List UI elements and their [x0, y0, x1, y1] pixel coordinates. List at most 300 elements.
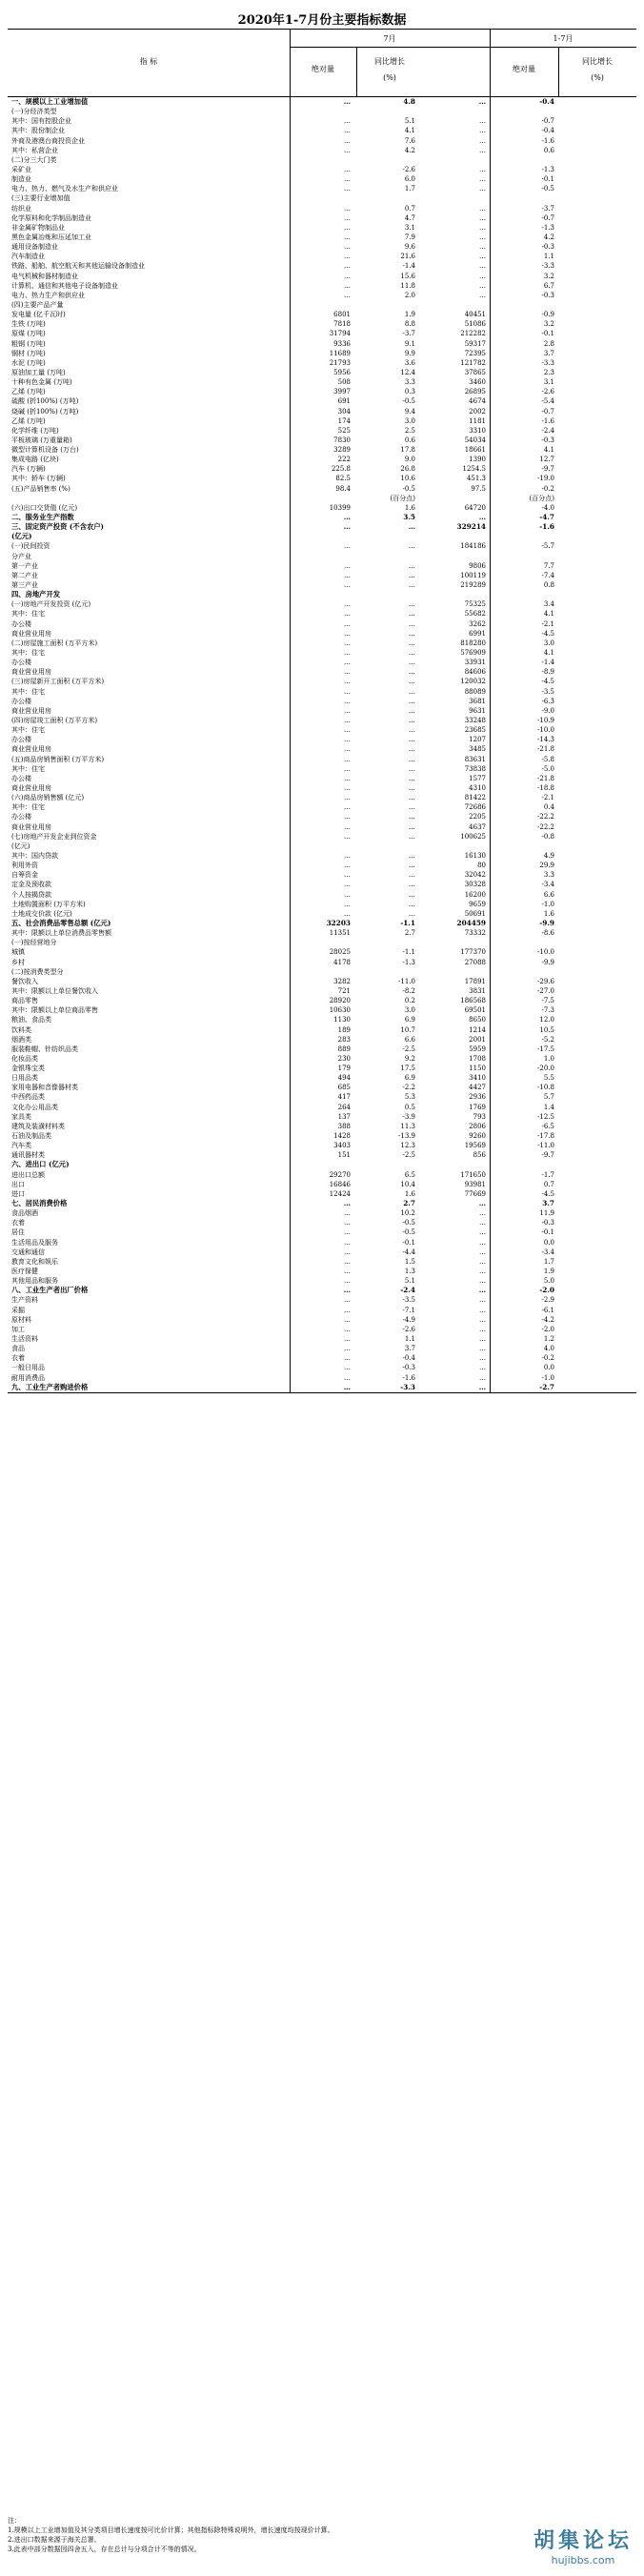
ytd-growth: -0.3 — [541, 243, 554, 252]
table-row — [8, 184, 636, 193]
ytd-value: … — [479, 272, 486, 280]
month-value: … — [344, 561, 351, 570]
month-value: … — [344, 1209, 351, 1218]
row-label: 九、工业生产者购进价格 — [11, 1382, 89, 1391]
month-value: … — [344, 909, 351, 918]
ytd-value: … — [479, 1238, 486, 1247]
ytd-value: 3831 — [469, 986, 486, 995]
row-label: 发电量 (亿千瓦时) — [11, 311, 66, 319]
month-value: … — [344, 1257, 351, 1266]
ytd-growth: -0.2 — [541, 484, 554, 493]
month-growth: … — [409, 600, 415, 609]
row-label: 商业营业用房 — [11, 629, 51, 638]
row-label: 第三产业 — [11, 581, 38, 590]
ytd-value: 9659 — [469, 900, 486, 908]
ytd-growth: -9.9 — [541, 958, 554, 966]
table-row — [8, 1092, 636, 1102]
table-row — [8, 996, 636, 1005]
table-row — [8, 1247, 636, 1257]
row-label: (三)房屋新开工面积 (万平方米) — [11, 678, 105, 686]
ytd-growth: 0.0 — [543, 1238, 554, 1247]
table-row — [8, 1315, 636, 1325]
ytd-growth: -0.7 — [541, 117, 554, 126]
ytd-growth: -6.3 — [541, 697, 554, 705]
row-label: 平板玻璃 (万重量箱) — [11, 436, 72, 444]
table-row — [8, 377, 636, 387]
month-growth: … — [409, 794, 415, 802]
row-label: (一)分经济类型 — [11, 108, 57, 116]
ytd-value: … — [479, 1296, 486, 1305]
ytd-growth: -2.9 — [541, 1296, 554, 1305]
ytd-value: … — [479, 1335, 486, 1343]
row-label: 第二产业 — [11, 571, 38, 579]
month-value: 225.8 — [331, 465, 351, 474]
month-growth: 17.5 — [400, 1065, 415, 1073]
month-growth: 5.1 — [404, 1277, 415, 1286]
month-value: … — [344, 687, 351, 696]
row-label: 五、社会消费品零售总额 (亿元) — [11, 918, 111, 927]
month-growth: 9.1 — [404, 339, 415, 348]
ytd-value: … — [479, 1257, 486, 1266]
ytd-value: … — [479, 1228, 486, 1237]
month-growth: 7.6 — [404, 136, 415, 145]
table-row — [8, 919, 636, 928]
month-value: … — [344, 1373, 351, 1382]
row-label: 其中：轿车 (万辆) — [11, 475, 66, 483]
ytd-value: … — [479, 1247, 486, 1256]
month-growth: … — [409, 783, 415, 792]
month-value: 3403 — [333, 1142, 351, 1150]
table-row — [8, 1199, 636, 1208]
row-label: 生铁 (万吨) — [11, 320, 46, 329]
ytd-value: 73332 — [464, 929, 486, 938]
table-row — [8, 1035, 636, 1045]
ytd-growth: -0.9 — [541, 311, 554, 319]
ytd-growth: -2.1 — [541, 794, 554, 802]
month-value: … — [344, 1277, 351, 1286]
table-row — [8, 1054, 636, 1064]
ytd-value: 5959 — [469, 1045, 486, 1053]
table-body — [8, 97, 636, 1392]
ytd-value: … — [479, 1268, 486, 1276]
month-growth: 9.2 — [404, 1054, 415, 1063]
ytd-growth: -3.4 — [541, 881, 554, 889]
month-growth: 4.1 — [404, 127, 415, 135]
month-growth: -0.5 — [402, 397, 415, 406]
month-value: … — [344, 717, 351, 724]
row-label: 出口 — [11, 1180, 25, 1188]
row-label: 电气机械和器材制造业 — [11, 272, 78, 280]
row-label: 食品烟酒 — [11, 1209, 38, 1218]
row-label: 其他用品和服务 — [11, 1277, 58, 1286]
header-absolute-month: 绝对量 — [312, 65, 334, 73]
month-growth: -2.6 — [402, 165, 415, 173]
month-growth: 5.3 — [404, 1093, 415, 1102]
month-value: 889 — [337, 1045, 351, 1053]
watermark-url: hujibbs.com — [551, 2554, 615, 2566]
ytd-growth: -7.4 — [541, 571, 554, 579]
ytd-value: 16200 — [464, 890, 486, 899]
row-label: 其中：住宅 — [11, 726, 45, 735]
ytd-growth: -4.5 — [541, 1189, 554, 1198]
month-growth: 0.5 — [404, 1103, 415, 1111]
row-label: 原油加工量 (万吨) — [11, 368, 66, 376]
table-row — [8, 1276, 636, 1286]
month-growth: 3.0 — [404, 1006, 415, 1015]
ytd-value: 83631 — [464, 755, 486, 763]
month-growth: 21.6 — [400, 253, 415, 261]
ytd-value: … — [479, 213, 486, 222]
row-label: 食品 — [11, 1345, 25, 1353]
month-value: 1130 — [333, 1016, 351, 1024]
row-label: 铁路、船舶、航空航天和其他运输设备制造业 — [11, 262, 145, 271]
month-value: … — [344, 281, 351, 290]
table-row — [8, 116, 636, 126]
month-growth: 11.8 — [400, 281, 415, 290]
ytd-value: 793 — [473, 1112, 486, 1121]
ytd-value: 2002 — [469, 407, 486, 416]
table-row — [8, 1103, 636, 1112]
row-label: 硫酸 (折100%) (万吨) — [11, 397, 79, 406]
month-value: 6801 — [333, 311, 351, 319]
month-value: 721 — [337, 986, 351, 995]
ytd-value: 64720 — [464, 503, 486, 512]
month-growth: 10.2 — [400, 1209, 415, 1218]
month-growth: -1.3 — [402, 958, 415, 966]
row-label: (一)房地产开发投资 (亿元) — [11, 600, 91, 609]
month-growth: … — [409, 659, 415, 667]
month-growth: 6.6 — [404, 1035, 415, 1044]
header-month: 7月 — [383, 34, 396, 43]
row-label: 采矿业 — [11, 165, 31, 173]
ytd-value: 75325 — [464, 600, 486, 609]
month-growth: 6.9 — [404, 1016, 415, 1024]
month-value: … — [344, 253, 351, 261]
month-value: 12424 — [329, 1189, 351, 1198]
ytd-value: 3460 — [469, 378, 486, 387]
ytd-value: 51086 — [464, 320, 486, 329]
page-title: 2020年1-7月份主要指标数据 — [237, 13, 407, 28]
row-label: 外商及港澳台商投资企业 — [11, 136, 85, 145]
ytd-value: 1207 — [469, 736, 486, 744]
month-value: … — [344, 571, 351, 579]
month-value: … — [344, 659, 351, 667]
ytd-growth: -6.5 — [541, 1122, 554, 1130]
month-growth: … — [409, 851, 415, 860]
row-label: 医疗保健 — [11, 1268, 38, 1276]
row-label: (亿元) — [11, 532, 32, 541]
table-row — [8, 1208, 636, 1218]
row-label: 教育文化和娱乐 — [11, 1257, 58, 1266]
table-header — [8, 30, 636, 97]
month-growth: -1.6 — [402, 1373, 415, 1382]
table-row — [8, 947, 636, 957]
month-value: 417 — [337, 1093, 351, 1102]
month-value: … — [344, 783, 351, 792]
table-row — [8, 349, 636, 358]
row-label: 电力、热力、燃气及水生产和供应业 — [11, 185, 118, 193]
month-growth: … — [409, 697, 415, 705]
ytd-growth: -4.5 — [541, 629, 554, 638]
row-label: 七、居民消费价格 — [11, 1199, 68, 1208]
ytd-growth: -4.0 — [541, 503, 554, 512]
table-row — [8, 967, 636, 977]
ytd-value: 55682 — [464, 610, 486, 619]
ytd-growth: 4.1 — [543, 610, 554, 619]
table-row — [8, 716, 636, 725]
ytd-value: … — [479, 117, 486, 126]
ytd-growth: -2.1 — [541, 619, 554, 628]
table-row — [8, 783, 636, 793]
month-value: … — [344, 871, 351, 880]
ytd-growth: -1.7 — [541, 1170, 554, 1179]
row-label: (亿元) — [11, 842, 30, 850]
row-label: 中西药品类 — [11, 1093, 45, 1102]
table-row — [8, 580, 636, 590]
table-row — [8, 1073, 636, 1083]
month-value: … — [343, 1199, 351, 1208]
month-value: 5956 — [333, 368, 351, 376]
table-row — [8, 552, 636, 561]
ytd-value: 69501 — [464, 1006, 486, 1015]
ytd-growth: 5.7 — [543, 1093, 554, 1102]
ytd-growth: 0.7 — [543, 1180, 554, 1188]
month-value: … — [344, 1228, 351, 1237]
row-label: 日用品类 — [11, 1074, 38, 1083]
table-row — [8, 310, 636, 319]
table-row — [8, 667, 636, 677]
table-row — [8, 368, 636, 377]
ytd-growth: -0.8 — [541, 832, 554, 841]
ytd-value: … — [479, 175, 486, 184]
table-row — [8, 1180, 636, 1189]
ytd-value: 73838 — [464, 764, 486, 773]
table-row — [8, 938, 636, 947]
month-growth: 3.0 — [404, 416, 415, 425]
row-label: 耐用消费品 — [11, 1373, 45, 1382]
table-row — [8, 725, 636, 735]
ytd-growth: -5.4 — [541, 397, 554, 406]
row-label: 计算机、通信和其他电子设备制造业 — [11, 281, 118, 290]
table-row — [8, 532, 636, 541]
month-value: 525 — [337, 426, 351, 435]
ytd-value: 40451 — [464, 311, 486, 319]
table-row — [8, 1325, 636, 1334]
row-label: 化妆品类 — [11, 1054, 38, 1063]
month-value: 264 — [337, 1103, 351, 1111]
row-label: 石油及制品类 — [11, 1132, 51, 1141]
table-row — [8, 1238, 636, 1247]
ytd-growth: 3.0 — [543, 639, 554, 647]
month-growth: … — [409, 890, 415, 899]
month-growth: … — [409, 678, 415, 686]
row-label: 办公楼 — [11, 774, 31, 782]
ytd-value: 59317 — [464, 339, 486, 348]
row-label: 饮料类 — [11, 1025, 31, 1034]
header-unit-month: (%) — [383, 73, 396, 82]
table-row — [8, 261, 636, 271]
ytd-value: 54034 — [464, 436, 486, 444]
table-row — [8, 165, 636, 174]
ytd-growth: -22.2 — [537, 822, 554, 831]
table-row — [8, 396, 636, 406]
row-label: 粮油、食品类 — [11, 1016, 51, 1024]
month-growth: 1.3 — [404, 1268, 415, 1276]
row-label: (四)主要产品产量 — [11, 300, 64, 309]
month-growth: … — [409, 755, 415, 763]
month-value: … — [344, 629, 351, 638]
table-row — [8, 609, 636, 619]
table-row — [8, 281, 636, 291]
month-growth: … — [409, 745, 415, 754]
ytd-growth: -9.7 — [541, 1151, 554, 1160]
month-value: 494 — [337, 1074, 351, 1083]
row-label: 原煤 (万吨) — [11, 330, 46, 338]
ytd-value: … — [478, 1382, 486, 1391]
table-row — [8, 802, 636, 812]
month-growth: -4.9 — [402, 1315, 415, 1324]
row-label: 其中：住宅 — [11, 764, 45, 773]
ytd-growth: 1.7 — [543, 1257, 554, 1266]
ytd-growth: -0.7 — [541, 213, 554, 222]
month-value: … — [344, 764, 351, 773]
ytd-value: … — [479, 204, 486, 213]
ytd-growth: -12.5 — [537, 1112, 554, 1121]
header-yoy-month: 同比增长 — [374, 57, 405, 66]
row-label: 服装鞋帽、针纺织品类 — [11, 1045, 78, 1053]
month-growth: 9.9 — [404, 349, 415, 357]
ytd-value: … — [479, 1209, 486, 1218]
ytd-value: … — [479, 291, 486, 299]
month-value: … — [343, 522, 351, 532]
table-row — [8, 590, 636, 599]
ytd-growth: -4.7 — [539, 513, 554, 522]
month-value: … — [344, 745, 351, 754]
month-growth: 9.4 — [404, 407, 415, 416]
table-row — [8, 629, 636, 639]
ytd-growth: -0.1 — [541, 330, 554, 338]
month-growth: … — [409, 813, 415, 821]
table-row — [8, 571, 636, 580]
ytd-growth: 0.0 — [543, 1364, 554, 1372]
month-growth: 5.1 — [404, 117, 415, 126]
table-row — [8, 541, 636, 551]
ytd-value: … — [478, 1286, 486, 1295]
row-label: 交通和通信 — [11, 1247, 45, 1256]
month-growth: … — [409, 764, 415, 773]
ytd-value: 204459 — [456, 918, 486, 927]
row-label: 利用外资 — [11, 862, 38, 870]
month-value: 222 — [337, 456, 351, 464]
table-row — [8, 1131, 636, 1141]
ytd-growth: 1.6 — [543, 909, 554, 918]
ytd-value: … — [479, 1219, 486, 1227]
ytd-value: 2205 — [469, 813, 486, 821]
row-label: 乙烯 (万吨) — [11, 388, 46, 396]
month-growth: 15.6 — [400, 272, 415, 280]
ytd-value: … — [478, 513, 486, 522]
table-row — [8, 755, 636, 764]
table-row — [8, 252, 636, 261]
row-label: 分产业 — [11, 552, 31, 560]
month-growth: 11.3 — [400, 1122, 415, 1130]
ytd-growth: -7.5 — [541, 997, 554, 1005]
table-row — [8, 426, 636, 436]
table-row — [8, 880, 636, 889]
table-row — [8, 272, 636, 281]
month-value: … — [344, 600, 351, 609]
ytd-growth: -1.6 — [541, 136, 554, 145]
month-value: … — [344, 272, 351, 280]
ytd-growth: -2.0 — [541, 1325, 554, 1333]
ytd-value: 329214 — [456, 522, 486, 532]
row-label: 其中：国有控股企业 — [11, 117, 71, 126]
ytd-value: 1708 — [469, 1054, 486, 1063]
ytd-growth: -8.9 — [541, 668, 554, 677]
month-growth: -2.6 — [402, 1325, 415, 1333]
footnote-line: 3.此表中部分数据因四舍五入，存在总计与分项合计不等的情况。 — [8, 2546, 201, 2553]
ytd-value: … — [479, 233, 486, 241]
row-label: (六)商品房销售额 (亿元) — [11, 794, 85, 802]
row-label: 非金属矿物制品业 — [11, 223, 65, 232]
row-label: 商业营业用房 — [11, 668, 51, 677]
table-row — [8, 958, 636, 967]
ytd-growth: -0.1 — [541, 1228, 554, 1237]
month-value: … — [344, 668, 351, 677]
ytd-growth: 3.1 — [543, 378, 554, 387]
month-value: … — [344, 1354, 351, 1363]
footnote-line: 1.规模以上工业增加值及其分类项目增长速度按可比价计算；其他指标除特殊说明外，增长速度均按现价计算。 — [8, 2526, 334, 2534]
month-value: … — [344, 755, 351, 763]
ytd-growth: -3.4 — [541, 1247, 554, 1256]
table-row — [8, 890, 636, 900]
ytd-growth: 7.7 — [543, 561, 554, 570]
ytd-growth: -0.3 — [541, 436, 554, 444]
month-growth: 1.1 — [404, 1335, 415, 1343]
row-label: (三)主要行业增加值 — [11, 194, 70, 203]
table-row — [8, 339, 636, 349]
month-value: 1428 — [333, 1132, 351, 1141]
ytd-value: 27088 — [464, 958, 486, 966]
month-value: … — [344, 706, 351, 715]
ytd-value: … — [479, 223, 486, 232]
month-growth: 1.5 — [404, 1257, 415, 1266]
month-value: 179 — [337, 1065, 351, 1073]
ytd-growth: -5.2 — [541, 1035, 554, 1044]
ytd-growth: 1.1 — [543, 253, 554, 261]
footnote-line: 注： — [8, 2517, 21, 2525]
row-label: 土地购置面积 (万平方米) — [11, 900, 86, 908]
row-label: 汽车 (万辆) — [11, 465, 46, 474]
ytd-value: 32042 — [464, 871, 486, 880]
row-label: 其中：限额以上单位餐饮收入 — [11, 986, 98, 995]
table-row — [8, 1227, 636, 1237]
header-yoy-ytd: 同比增长 — [582, 57, 613, 66]
ytd-value: 184186 — [460, 542, 486, 551]
month-growth: 3.3 — [404, 378, 415, 387]
ytd-growth: -11.0 — [537, 1142, 554, 1150]
table-row — [8, 619, 636, 629]
ytd-value: … — [478, 1199, 486, 1208]
row-label: (一)民间投资 — [11, 542, 50, 551]
ytd-growth: 1.4 — [543, 1103, 554, 1111]
table-row — [8, 233, 636, 242]
ytd-growth: 3.4 — [543, 600, 554, 609]
row-label: 办公楼 — [11, 659, 31, 667]
ytd-value: … — [479, 1345, 486, 1353]
ytd-growth: -1.6 — [539, 522, 554, 532]
row-label: 办公楼 — [11, 736, 31, 744]
